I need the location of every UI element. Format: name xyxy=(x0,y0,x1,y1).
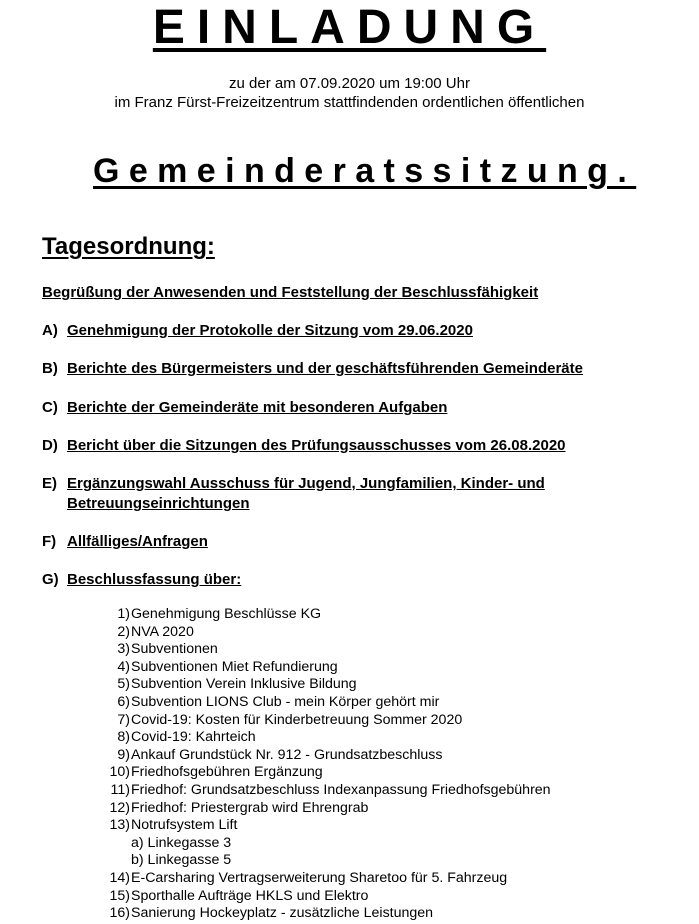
list-item-text: Covid-19: Kosten für Kinderbetreuung Sommer 2020 xyxy=(131,711,463,728)
list-item-text: Ankauf Grundstück Nr. 912 - Grundsatzbeschluss xyxy=(131,746,443,763)
list-item-text: Sanierung Hockeyplatz - zusätzliche Leistungen xyxy=(131,905,434,922)
agenda-item-f xyxy=(42,532,682,552)
list-item-text: a) Linkegasse 3 xyxy=(131,834,232,851)
list-item xyxy=(104,641,684,659)
list-item-text: Subvention LIONS Club - mein Körper gehört mir xyxy=(131,693,440,710)
invitation-line-1: zu der am 07.09.2020 um 19:00 Uhr xyxy=(229,75,470,92)
agenda-item-text: Bericht über die Sitzungen des Prüfungsausschusses vom 26.08.2020 xyxy=(67,437,566,454)
list-subitem xyxy=(104,852,684,870)
list-item xyxy=(104,624,684,642)
invitation-line-2: im Franz Fürst-Freizeitzentrum stattfindenden ordentlichen öffentlichen xyxy=(114,94,585,111)
list-item-text: Friedhof: Priestergrab wird Ehrengrab xyxy=(131,799,369,816)
list-item xyxy=(104,747,684,765)
list-item xyxy=(104,606,684,624)
list-item-number: 9) xyxy=(117,746,130,763)
list-item xyxy=(104,888,684,906)
list-item-text: Friedhofsgebühren Ergänzung xyxy=(131,764,323,781)
list-item-number: 15) xyxy=(109,887,130,904)
agenda-item-text: Beschlussfassung über: xyxy=(67,571,242,588)
list-item xyxy=(104,694,684,712)
list-item-text: Covid-19: Kahrteich xyxy=(131,729,256,746)
agenda-item-c xyxy=(42,398,682,418)
list-item-number: 14) xyxy=(109,869,130,886)
agenda-item-text: Ergänzungswahl Ausschuss für Jugend, Jungfamilien, Kinder- und Betreuungseinrichtungen xyxy=(67,475,545,512)
list-item-text: Notrufsystem Lift xyxy=(131,817,238,834)
agenda-item-letter: E) xyxy=(42,475,57,492)
list-item xyxy=(104,659,684,677)
list-item-number: 11) xyxy=(110,781,130,798)
list-item-number: 12) xyxy=(109,799,130,816)
agenda-item-b xyxy=(42,359,682,379)
list-item xyxy=(104,676,684,694)
list-item-text: Subventionen Miet Refundierung xyxy=(131,658,338,675)
list-item-text: E-Carsharing Vertragserweiterung Sharetoo für 5. Fahrzeug xyxy=(131,869,508,886)
list-item-text: Subvention Verein Inklusive Bildung xyxy=(131,676,357,693)
agenda-item-letter: B) xyxy=(42,360,58,377)
list-item-number: 7) xyxy=(117,711,130,728)
agenda-item-e xyxy=(42,474,632,514)
list-item xyxy=(104,905,684,923)
list-item-text: b) Linkegasse 5 xyxy=(131,852,232,869)
list-item xyxy=(104,764,684,782)
list-item-number: 5) xyxy=(117,676,130,693)
list-item-number: 6) xyxy=(117,693,130,710)
list-item-text: Sporthalle Aufträge HKLS und Elektro xyxy=(131,887,369,904)
list-item xyxy=(104,800,684,818)
list-item-text: Subventionen xyxy=(131,641,218,658)
list-item-text: Genehmigung Beschlüsse KG xyxy=(131,606,322,622)
resolution-list xyxy=(104,606,684,923)
agenda-item-text: Berichte des Bürgermeisters und der geschäftsführenden Gemeinderäte xyxy=(67,360,583,377)
list-item-number: 1) xyxy=(117,606,130,622)
list-item-number: 8) xyxy=(117,729,130,746)
list-item-number: 13) xyxy=(109,817,130,834)
list-item xyxy=(104,817,684,835)
list-item-number: 2) xyxy=(117,623,130,640)
list-item-text: Friedhof: Grundsatzbeschluss Indexanpassung Friedhofsgebühren xyxy=(131,781,551,798)
list-item-number: 10) xyxy=(109,764,130,781)
agenda-item-text: Berichte der Gemeinderäte mit besonderen Aufgaben xyxy=(67,399,448,416)
meeting-type-title: Gemeinderatssitzung. xyxy=(93,152,637,190)
agenda-item-letter: A) xyxy=(42,322,58,339)
list-item-number: 3) xyxy=(117,641,130,658)
list-item xyxy=(104,870,684,888)
agenda-item-text: Genehmigung der Protokolle der Sitzung vom 29.06.2020 xyxy=(67,322,473,339)
list-item-text: NVA 2020 xyxy=(131,623,194,640)
agenda-item-letter: C) xyxy=(42,399,58,416)
agenda-item-letter: G) xyxy=(42,571,59,588)
list-item xyxy=(104,712,684,730)
list-item-number: 4) xyxy=(117,658,130,675)
agenda-item-text: Allfälliges/Anfragen xyxy=(67,533,208,550)
list-subitem xyxy=(104,835,684,853)
agenda-intro: Begrüßung der Anwesenden und Feststellung der Beschlussfähigkeit xyxy=(42,284,539,301)
agenda-item-g xyxy=(42,570,682,590)
agenda-item-a xyxy=(42,321,682,341)
agenda-item-d xyxy=(42,436,682,456)
agenda-heading: Tagesordnung: xyxy=(42,233,215,260)
agenda-item-letter: F) xyxy=(42,533,57,550)
agenda-item-letter: D) xyxy=(42,437,58,454)
list-item xyxy=(104,729,684,747)
list-item xyxy=(104,782,684,800)
list-item-number: 16) xyxy=(109,905,130,922)
document-title: EINLADUNG xyxy=(152,1,547,54)
